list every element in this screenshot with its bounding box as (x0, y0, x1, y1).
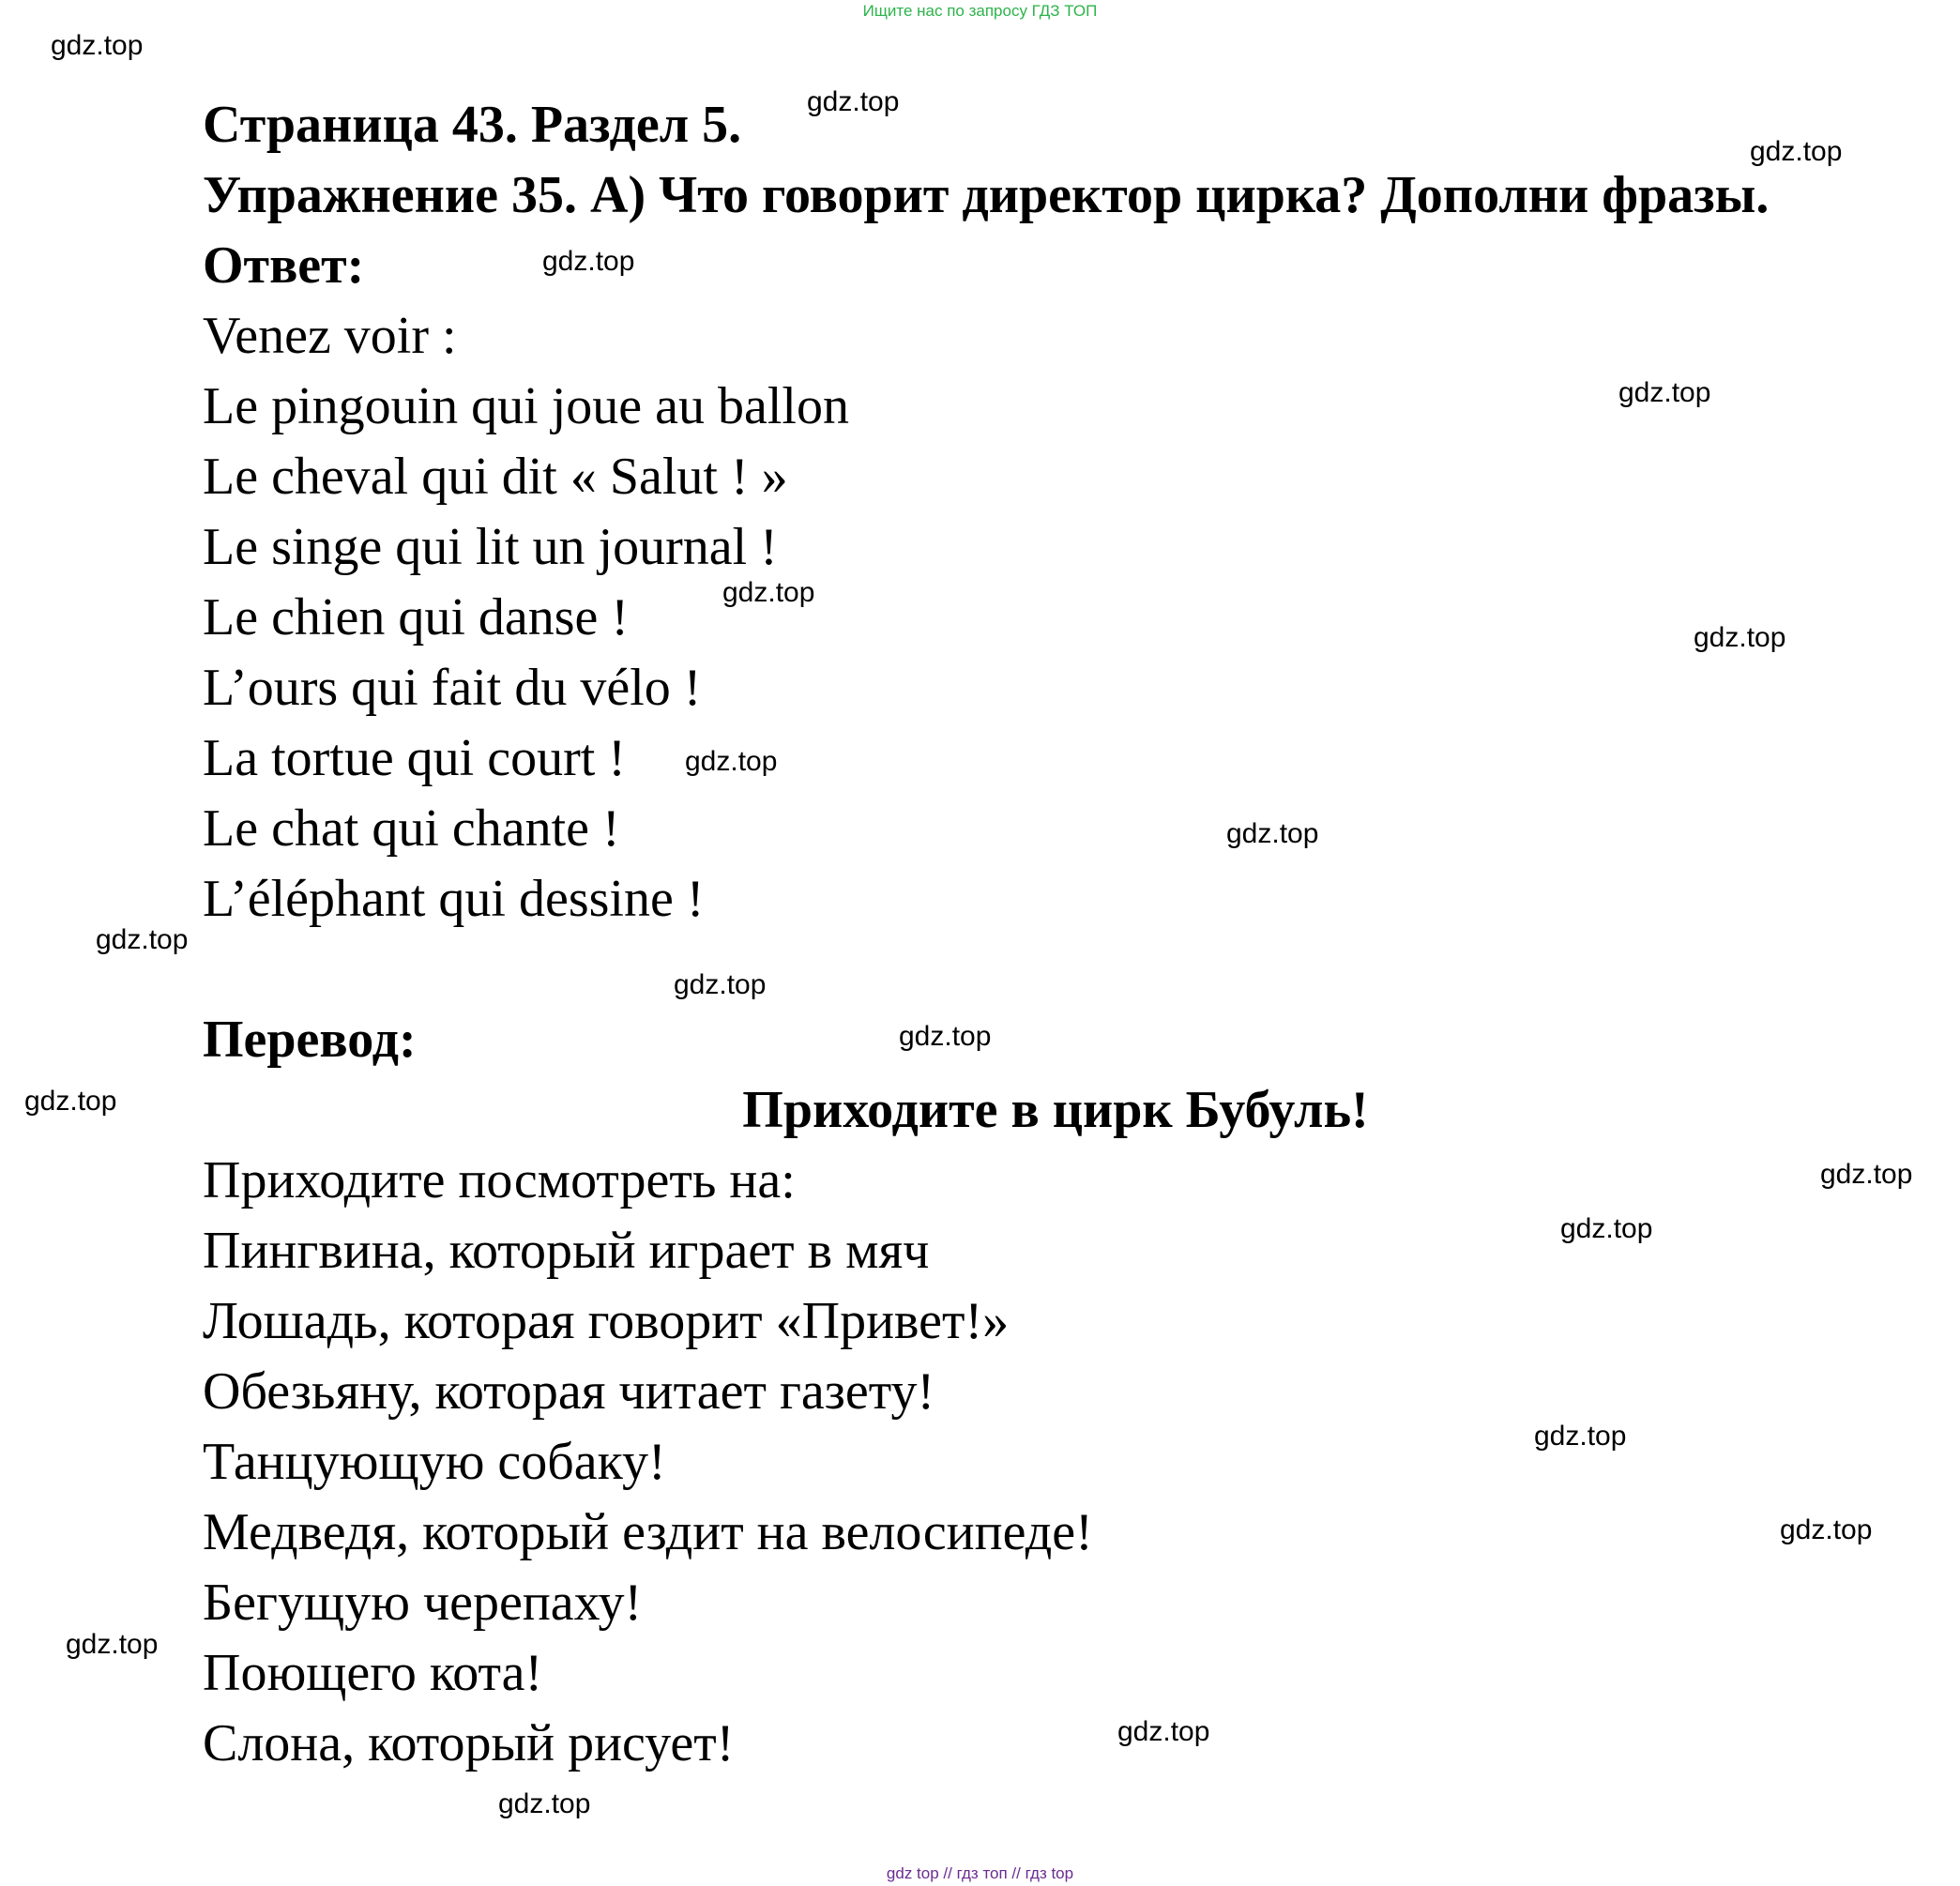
watermark: gdz.top (51, 30, 144, 61)
watermark: gdz.top (542, 246, 635, 277)
watermark: gdz.top (96, 924, 189, 955)
watermark: gdz.top (722, 577, 815, 608)
translation-title: Приходите в цирк Бубуль! (742, 1081, 1369, 1139)
watermark: gdz.top (24, 1086, 117, 1117)
watermark: gdz.top (1618, 377, 1711, 408)
main-content (203, 90, 1929, 1779)
answer-label: Ответ: (203, 236, 365, 295)
answer-line: L’éléphant qui dessine ! (203, 870, 705, 928)
bottom-banner: gdz top // гдз топ // гдз top (886, 1864, 1074, 1882)
translation-label: Перевод: (203, 1011, 417, 1069)
watermark: gdz.top (1534, 1421, 1627, 1452)
translation-line: Медведя, который ездит на велосипеде! (203, 1503, 1093, 1561)
translation-line: Приходите посмотреть на: (203, 1151, 796, 1209)
answer-line: Le chat qui chante ! (203, 799, 620, 858)
watermark: gdz.top (498, 1788, 591, 1819)
watermark: gdz.top (1226, 818, 1319, 849)
translation-line: Танцующую собаку! (203, 1433, 666, 1491)
translation-line: Бегущую черепаху! (203, 1574, 643, 1632)
watermark: gdz.top (1820, 1159, 1913, 1190)
watermark: gdz.top (674, 969, 767, 1000)
answer-line: La tortue qui court ! (203, 729, 626, 787)
translation-line: Лошадь, которая говорит «Привет!» (203, 1292, 1010, 1350)
watermark: gdz.top (899, 1021, 992, 1052)
translation-line: Пингвина, который играет в мяч (203, 1222, 930, 1280)
watermark: gdz.top (1117, 1716, 1210, 1747)
section-spacer (203, 935, 1929, 1005)
watermark: gdz.top (1780, 1514, 1873, 1545)
watermark: gdz.top (807, 86, 900, 117)
translation-line: Обезьяну, которая читает газету! (203, 1362, 935, 1421)
watermark: gdz.top (1694, 622, 1786, 653)
answer-line: Le singe qui lit un journal ! (203, 518, 778, 576)
page-heading: Страница 43. Раздел 5. (203, 96, 742, 154)
answer-line: Le cheval qui dit « Salut ! » (203, 448, 788, 506)
watermark: gdz.top (1560, 1213, 1653, 1244)
exercise-heading: Упражнение 35. А) Что говорит директор цирка? Дополни фразы. (203, 166, 1770, 224)
watermark: gdz.top (685, 746, 778, 777)
translation-line: Слона, который рисует! (203, 1714, 735, 1772)
top-banner: Ищите нас по запросу ГДЗ ТОП (862, 2, 1098, 20)
answer-line: L’ours qui fait du vélo ! (203, 659, 702, 717)
answer-line: Le pingouin qui joue au ballon (203, 377, 849, 435)
translation-line: Поющего кота! (203, 1644, 543, 1702)
answer-line: Le chien qui danse ! (203, 588, 630, 646)
watermark: gdz.top (1750, 136, 1843, 167)
answer-line: Venez voir : (203, 307, 457, 365)
watermark: gdz.top (66, 1629, 159, 1660)
